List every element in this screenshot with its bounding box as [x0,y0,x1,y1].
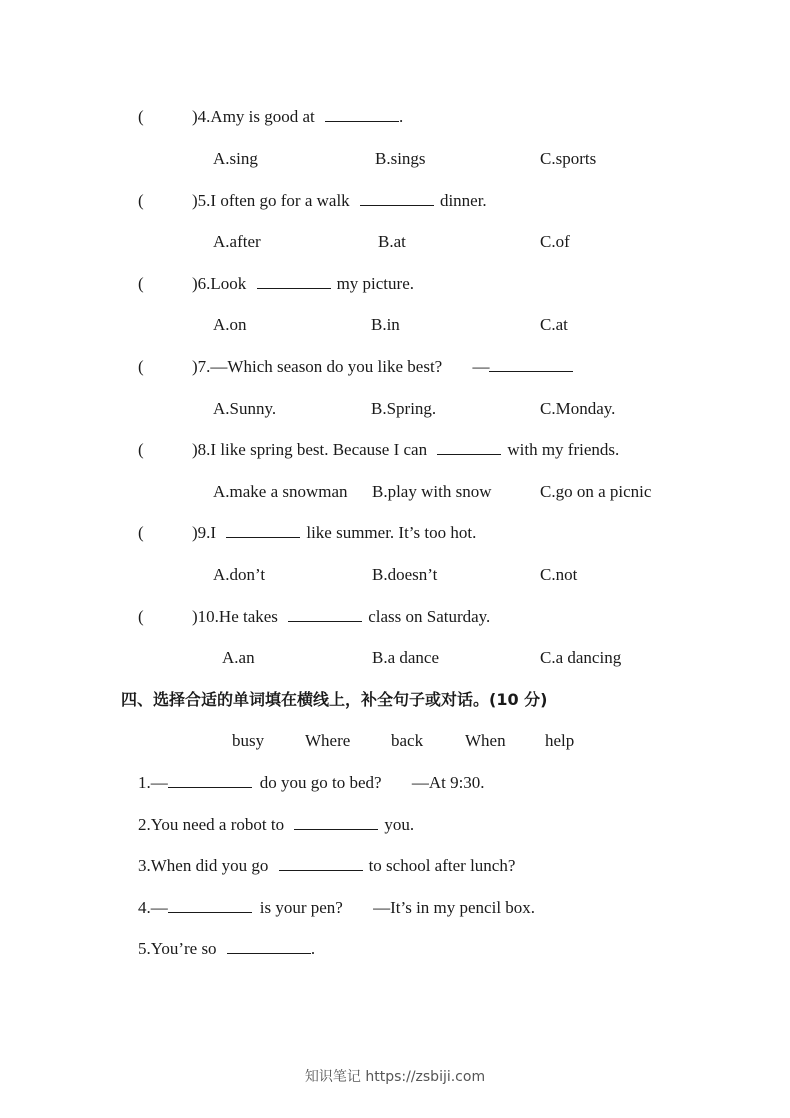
answer-blank[interactable] [288,607,362,622]
question-text-end: . [399,107,404,126]
option-c: C.not [540,565,578,584]
answer-blank[interactable] [489,357,573,372]
fill-blank[interactable] [168,898,252,913]
answer-paren-open: ( [138,440,144,459]
fill-item-answer: —At 9:30. [411,773,485,792]
fill-blank[interactable] [279,856,363,871]
option-c: C.sports [540,149,597,168]
section-heading: 四、选择合适的单词填在横线上，补全句子或对话。(10 分) [121,690,548,709]
answer-paren-open: ( [138,107,144,126]
question-text: Amy is good at [210,107,315,126]
fill-item-text: 4.— [138,898,168,917]
word-bank-item: back [391,731,424,750]
option-b: B.play with snow [372,482,492,501]
fill-item-text-end: to school after lunch? [368,856,516,875]
option-a: A.make a snowman [213,482,348,501]
question-text-end: my picture. [336,274,414,293]
fill-item-text-end: is your pen? [259,898,343,917]
question-4 [192,107,403,127]
fill-blank[interactable] [294,815,378,830]
paren-close: ) [192,357,198,376]
answer-blank[interactable] [226,523,300,538]
answer-dash: — [472,357,490,376]
answer-paren-open: ( [138,607,144,626]
option-a: A.an [222,648,255,667]
option-b: B.sings [375,149,426,168]
question-number: 10. [197,607,219,626]
fill-item-3 [138,856,515,876]
fill-item-text-end: do you go to bed? [259,773,382,792]
answer-paren-open: ( [138,191,144,210]
paren-close: ) [192,607,198,626]
paren-close: ) [192,440,198,459]
question-text: I often go for a walk [210,191,350,210]
footer-watermark: 知识笔记 https://zsbiji.com [304,1069,486,1085]
fill-item-2 [138,815,414,835]
fill-item-text: 1.— [138,773,168,792]
option-a: A.don’t [213,565,266,584]
option-b: B.Spring. [371,399,437,418]
question-text-end: like summer. It’s too hot. [306,523,477,542]
option-b: B.a dance [372,648,440,667]
question-text: Look [210,274,247,293]
word-bank-item: When [465,731,506,750]
answer-paren-open: ( [138,274,144,293]
fill-item-text: 2.You need a robot to [138,815,285,834]
question-text: I like spring best. Because I can [210,440,428,459]
fill-item-text: 3.When did you go [138,856,269,875]
question-text: —Which season do you like best? [210,357,443,376]
answer-paren-open: ( [138,357,144,376]
paren-close: ) [192,274,198,293]
question-9 [192,523,476,543]
paren-close: ) [192,191,198,210]
option-c: C.a dancing [540,648,622,667]
option-a: A.on [213,315,247,334]
option-c: C.of [540,232,570,251]
question-5 [192,191,487,211]
fill-item-text: 5.You’re so [138,939,217,958]
question-7 [192,357,573,377]
question-10 [192,607,490,627]
answer-blank[interactable] [325,107,399,122]
answer-paren-open: ( [138,523,144,542]
answer-blank[interactable] [360,191,434,206]
option-b: B.doesn’t [372,565,438,584]
question-text-end: dinner. [439,191,487,210]
answer-blank[interactable] [437,440,501,455]
question-number: 6. [197,274,211,293]
question-text: I [210,523,217,542]
fill-item-answer: —It’s in my pencil box. [373,898,536,917]
word-bank-item: help [545,731,575,750]
fill-item-5 [138,939,315,959]
question-number: 5. [197,191,211,210]
question-number: 8. [197,440,211,459]
fill-item-4 [138,898,535,918]
question-text-end: with my friends. [507,440,620,459]
fill-item-text-end: you. [384,815,415,834]
question-text-end: class on Saturday. [368,607,491,626]
question-number: 9. [197,523,211,542]
fill-item-text-end: . [310,939,316,958]
question-number: 7. [197,357,211,376]
option-a: A.Sunny. [213,399,277,418]
option-b: B.at [378,232,406,251]
option-a: A.after [213,232,261,251]
answer-blank[interactable] [257,274,331,289]
fill-blank[interactable] [168,773,252,788]
question-text: He takes [218,607,278,626]
word-bank-item: busy [232,731,265,750]
paren-close: ) [192,523,198,542]
option-a: A.sing [213,149,258,168]
option-b: B.in [371,315,400,334]
fill-blank[interactable] [227,939,311,954]
option-c: C.go on a picnic [540,482,652,501]
paren-close: ) [192,107,198,126]
fill-item-1 [138,773,485,793]
option-c: C.Monday. [540,399,616,418]
question-8 [192,440,619,460]
question-6 [192,274,414,294]
question-number: 4. [197,107,211,126]
option-c: C.at [540,315,568,334]
word-bank-item: Where [305,731,351,750]
